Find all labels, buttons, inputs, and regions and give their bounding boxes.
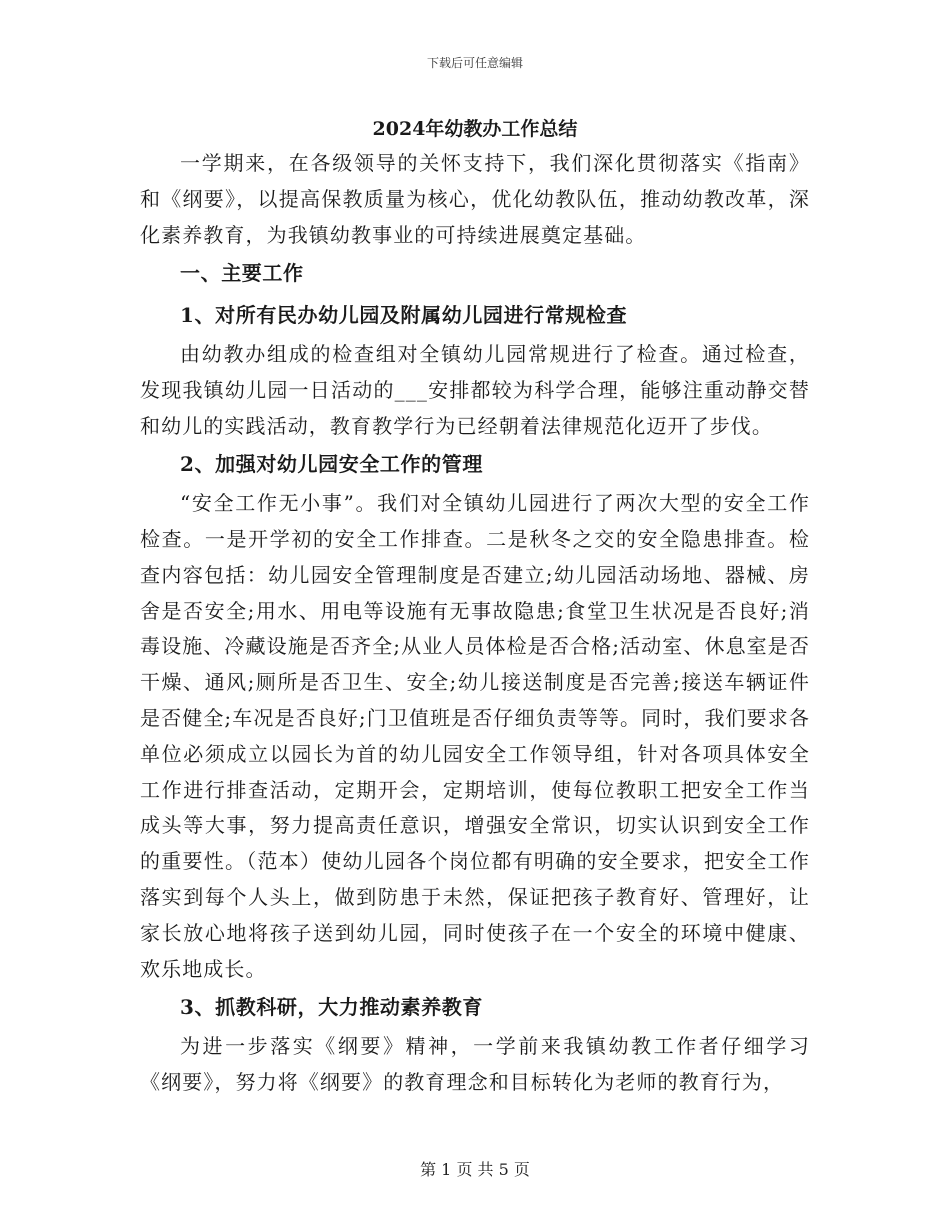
safety-paragraph: “安全工作无小事”。我们对全镇幼儿园进行了两次大型的安全工作检查。一是开学初的安全工作排查。二是秋冬之交的安全隐患排查。检查内容包括：幼儿园安全管理制度是否建立;幼儿园活动场地、器械、房舍是否安全;用水、用电等设施有无事故隐患;食堂卫生状况是否良好;消毒设施、冷藏设施是否齐全;从业人员体检是否合格;活动室、休息室是否干燥、通风;厕所是否卫生、安全;幼儿接送制度是否完善;接送车辆证件是否健全;车况是否良好;门卫值班是否仔细负责等等。同时，我们要求各单位必须成立以园长为首的幼儿园安全工作领导组，针对各项具体安全工作进行排查活动，定期开会，定期培训，使每位教职工把安全工作当成头等大事，努力提高责任意识，增强安全常识，切实认识到安全工作的重要性。（范本）使幼儿园各个岗位都有明确的安全要求，把安全工作落实到每个人头上，做到防患于未然，保证把孩子教育好、管理好，让家长放心地将孩子送到幼儿园，同时使孩子在一个安全的环境中健康、欢乐地成长。 — [140, 491, 810, 981]
header-note: 下载后可任意编辑 — [426, 56, 523, 70]
subsection-heading-inspection: 1、对所有民办幼儿园及附属幼儿园进行常规检查 — [180, 303, 628, 328]
inspection-paragraph: 由幼教办组成的检查组对全镇幼儿园常规进行了检查。通过检查，发现我镇幼儿园一日活动的___安排都较为科学合理，能够注重动静交替和幼儿的实践活动，教育教学行为已经朝着法律规范化迈开了步伐。 — [140, 341, 810, 438]
subsection-heading-research: 3、抓教科研，大力推动素养教育 — [180, 995, 483, 1020]
intro-paragraph: 一学期来，在各级领导的关怀支持下，我们深化贯彻落实《指南》和《纲要》，以提高保教质量为核心，优化幼教队伍，推动幼教改革，深化素养教育，为我镇幼教事业的可持续进展奠定基础。 — [140, 151, 810, 247]
document-title: 2024年幼教办工作总结 — [372, 118, 578, 140]
subsection-heading-safety: 2、加强对幼儿园安全工作的管理 — [180, 452, 483, 477]
research-paragraph: 为进一步落实《纲要》精神，一学前来我镇幼教工作者仔细学习《纲要》，努力将《纲要》的教育理念和目标转化为老师的教育行为， — [140, 1034, 810, 1094]
page-number: 第 1 页 共 5 页 — [420, 1160, 530, 1179]
section-heading-main-work: 一、主要工作 — [180, 261, 304, 286]
document-body — [140, 112, 810, 1101]
